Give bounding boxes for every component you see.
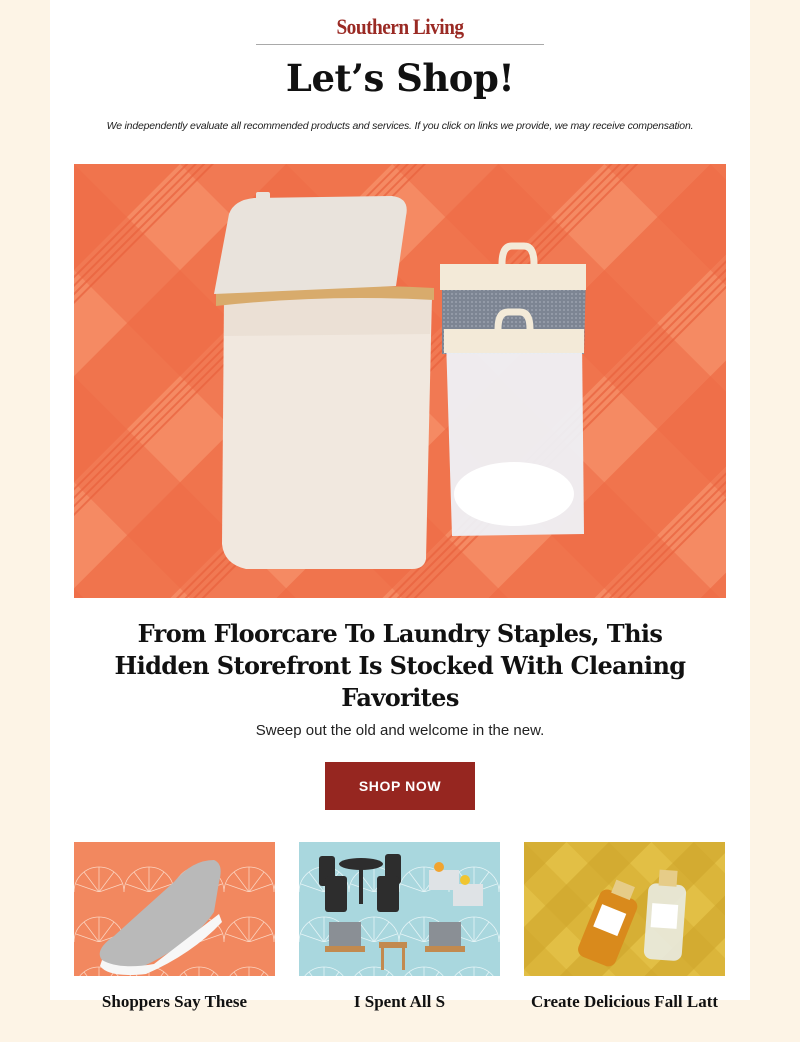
header-divider <box>256 44 544 45</box>
article-card[interactable] <box>524 842 725 1012</box>
brand-logo[interactable]: Southern Living <box>336 14 464 39</box>
shop-now-button[interactable]: SHOP NOW <box>325 762 475 810</box>
article-card-title[interactable]: Create Delicious Fall Latt <box>530 992 719 1011</box>
page-title: Let’s Shop! <box>285 56 515 100</box>
soap-dispenser-image[interactable] <box>524 842 725 976</box>
patio-furniture-image[interactable] <box>299 842 500 976</box>
article-card[interactable] <box>74 842 275 1012</box>
article-card-row <box>74 842 726 1042</box>
laundry-hamper-illustration <box>74 164 726 598</box>
sneaker-image[interactable] <box>74 842 275 976</box>
email-container <box>50 0 750 1011</box>
affiliate-disclaimer: We independently evaluate all recommended products and services. If you click on links we provide, we may receive compensation. <box>106 120 694 132</box>
hero-headline[interactable]: From Floorcare To Laundry Staples, This Hidden Storefront Is Stocked With Cleaning Favorites <box>114 619 686 712</box>
hero-subhead: Sweep out the old and welcome in the new. <box>255 722 545 739</box>
article-card-title[interactable]: I Spent All S <box>353 992 446 1011</box>
article-card-title[interactable]: Shoppers Say These <box>101 992 248 1011</box>
hero-image[interactable] <box>74 164 726 598</box>
article-card[interactable] <box>299 842 500 1012</box>
